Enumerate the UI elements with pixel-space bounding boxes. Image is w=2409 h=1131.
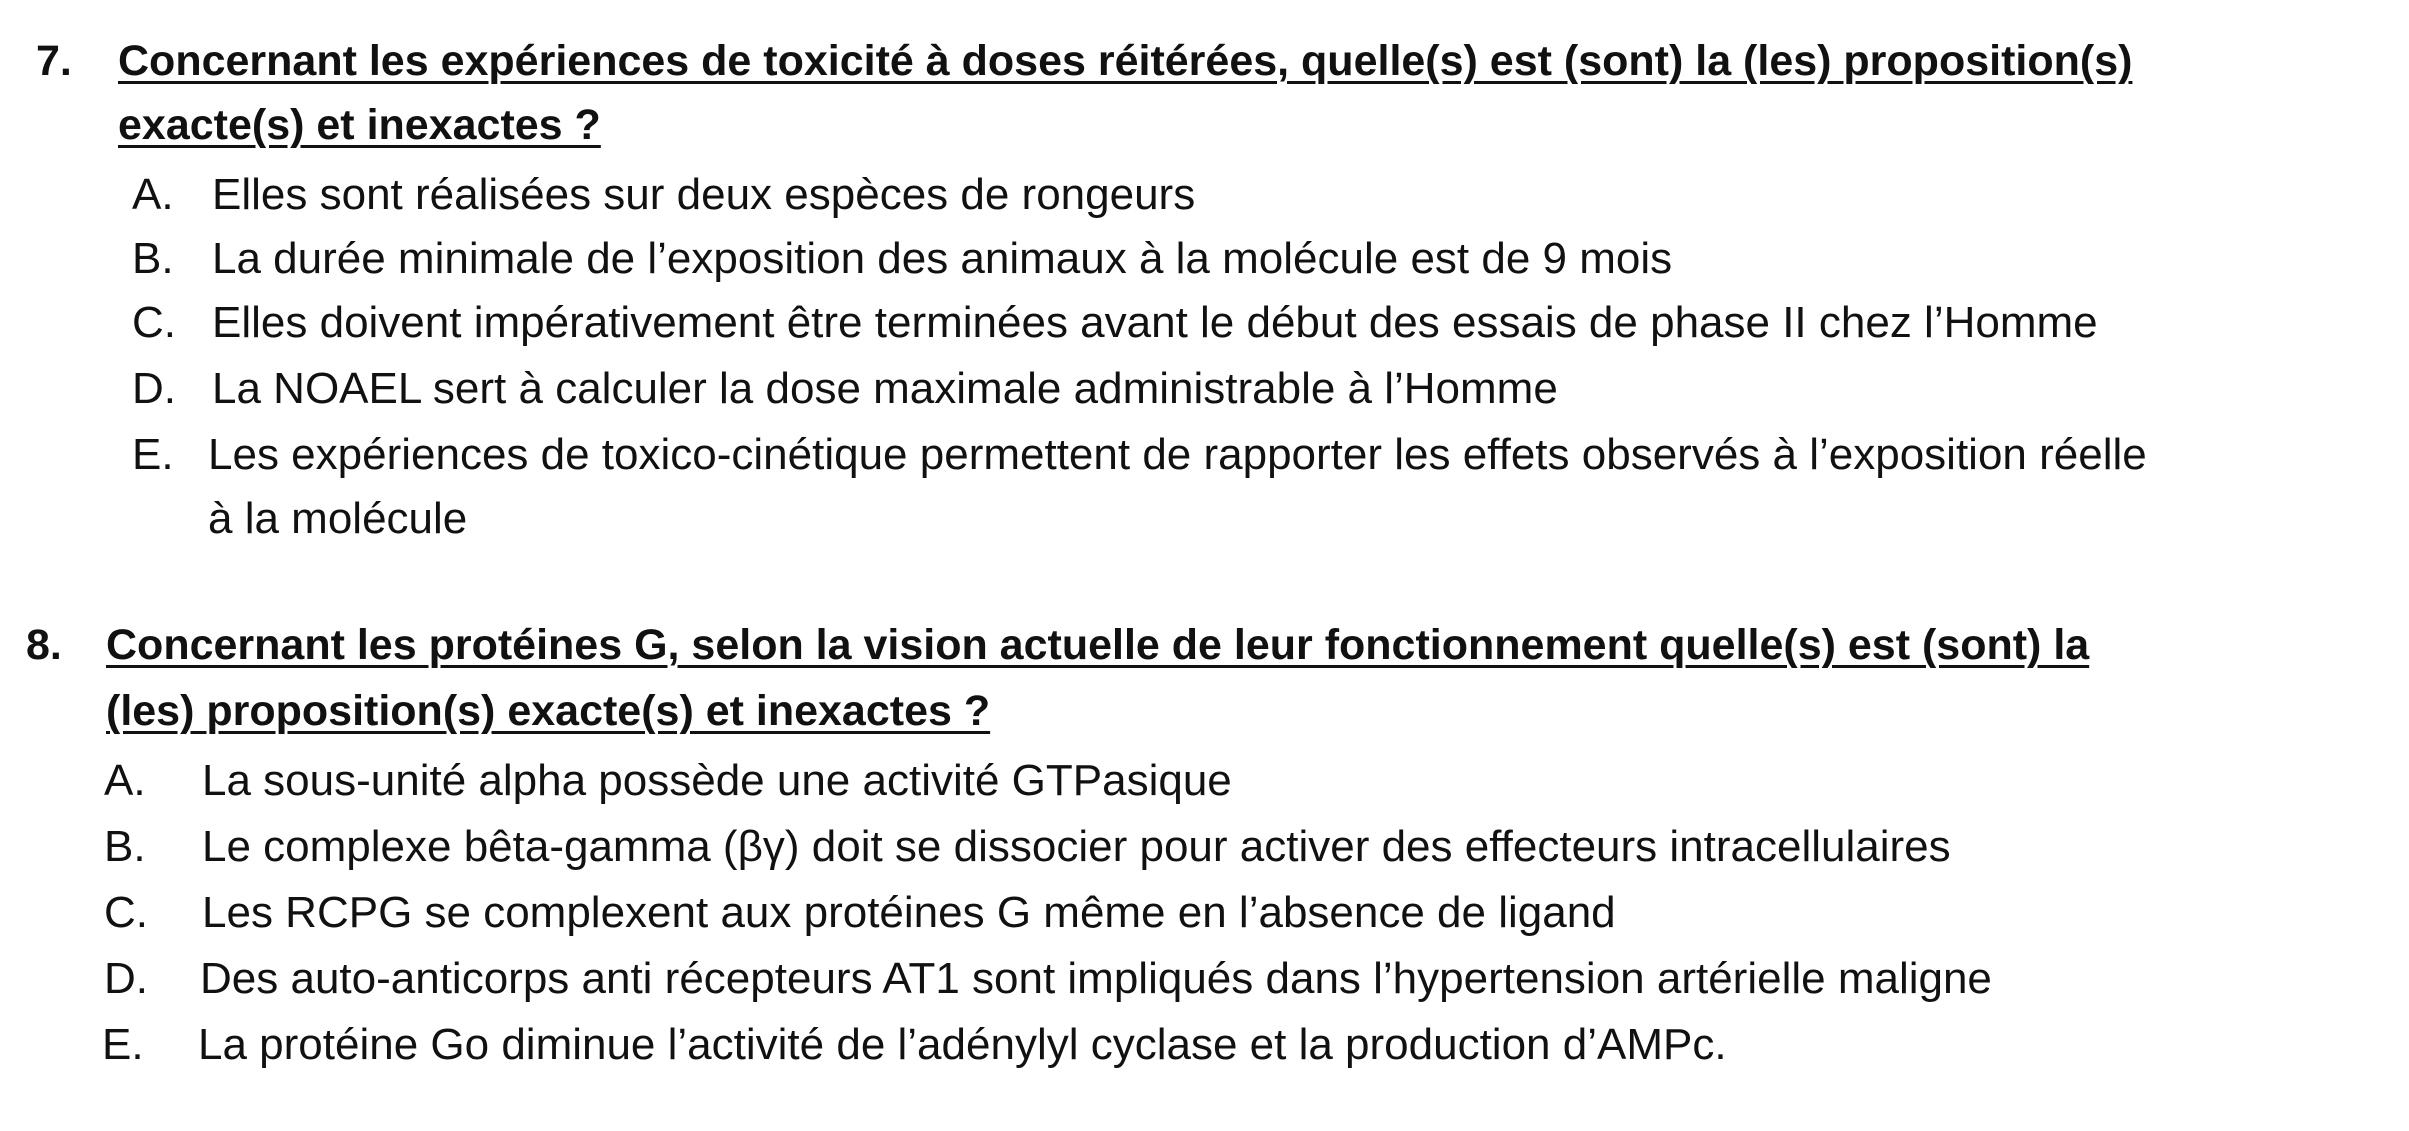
option-text: Elles sont réalisées sur deux espèces de rongeurs bbox=[212, 170, 1196, 219]
question-number: 7. bbox=[36, 37, 72, 85]
option-letter: E. bbox=[102, 1020, 144, 1069]
question-title-line2: exacte(s) et inexactes ? bbox=[118, 101, 601, 149]
option-letter: D. bbox=[104, 954, 148, 1003]
option-text: Elles doivent impérativement être terminées avant le début des essais de phase II chez l’Homme bbox=[212, 298, 2098, 347]
option-text: Le complexe bêta-gamma (βγ) doit se dissocier pour activer des effecteurs intracellulaires bbox=[202, 822, 1951, 871]
question-number: 8. bbox=[26, 621, 62, 669]
option-text: La sous-unité alpha possède une activité GTPasique bbox=[202, 756, 1232, 805]
option-text-continuation: à la molécule bbox=[208, 494, 468, 543]
option-letter: A. bbox=[132, 170, 174, 219]
option-letter: B. bbox=[132, 234, 174, 283]
option-text: Les RCPG se complexent aux protéines G même en l’absence de ligand bbox=[202, 888, 1616, 937]
option-letter: E. bbox=[132, 430, 174, 479]
option-letter: B. bbox=[104, 822, 146, 871]
option-text: La durée minimale de l’exposition des animaux à la molécule est de 9 mois bbox=[212, 234, 1673, 283]
question-title-line1: Concernant les expériences de toxicité à doses réitérées, quelle(s) est (sont) la (les) proposition(s) bbox=[118, 37, 2133, 85]
question-title-line1: Concernant les protéines G, selon la vision actuelle de leur fonctionnement quelle(s) est (sont) la bbox=[106, 621, 2090, 669]
option-text: La protéine Go diminue l’activité de l’adénylyl cyclase et la production d’AMPc. bbox=[198, 1020, 1727, 1069]
option-letter: D. bbox=[132, 364, 176, 413]
option-text: La NOAEL sert à calculer la dose maximale administrable à l’Homme bbox=[212, 364, 1558, 413]
option-text: Des auto-anticorps anti récepteurs AT1 sont impliqués dans l’hypertension artérielle maligne bbox=[200, 954, 1992, 1003]
option-letter: A. bbox=[104, 756, 146, 805]
question-title-line2: (les) proposition(s) exacte(s) et inexactes ? bbox=[106, 687, 991, 735]
option-letter: C. bbox=[132, 298, 176, 347]
option-text: Les expériences de toxico-cinétique permettent de rapporter les effets observés à l’exposition réelle bbox=[208, 430, 2147, 479]
option-letter: C. bbox=[104, 888, 148, 937]
